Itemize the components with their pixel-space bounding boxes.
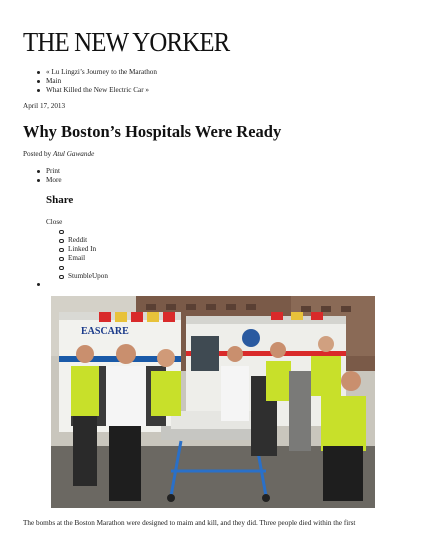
- post-navigation: [46, 68, 157, 95]
- share-option-stumbleupon[interactable]: [68, 272, 108, 281]
- post-date: April 17, 2013: [23, 102, 66, 110]
- byline: [23, 150, 94, 159]
- posted-by-label: Posted by: [23, 150, 52, 158]
- next-post-link-text[interactable]: What Killed the New Electric Car »: [46, 86, 149, 94]
- stumbleupon-link[interactable]: StumbleUpon: [68, 272, 108, 280]
- author-link[interactable]: Atul Gawande: [52, 150, 95, 158]
- share-option-linkedin[interactable]: [68, 245, 108, 254]
- article-body-first-line: The bombs at the Boston Marathon were designed to maim and kill, and they did. Three people died within the first: [23, 519, 356, 527]
- share-option-empty-label: [68, 227, 70, 235]
- main-link-text[interactable]: Main: [46, 77, 62, 85]
- article-photo: [51, 296, 375, 508]
- article-tools: [46, 167, 62, 185]
- share-options: [68, 227, 108, 281]
- email-link[interactable]: Email: [68, 254, 86, 262]
- more-link[interactable]: More: [46, 176, 62, 184]
- ambulance-label: EASCARE: [81, 326, 129, 337]
- share-close-button[interactable]: Close: [46, 218, 63, 226]
- next-post-link[interactable]: [46, 86, 157, 95]
- more-item[interactable]: [46, 176, 62, 185]
- linkedin-link[interactable]: Linked In: [68, 245, 97, 253]
- site-logo[interactable]: THE NEW YORKER: [23, 27, 230, 57]
- share-option-empty[interactable]: [68, 227, 108, 236]
- list-bullet: [37, 283, 40, 286]
- share-option-reddit[interactable]: [68, 236, 108, 245]
- main-link[interactable]: [46, 77, 157, 86]
- reddit-link[interactable]: Reddit: [68, 236, 88, 244]
- previous-post-link-text[interactable]: « Lu Lingzi’s Journey to the Marathon: [46, 68, 157, 76]
- share-option-empty-2-label: [68, 263, 70, 271]
- share-heading: Share: [46, 194, 74, 206]
- article-title: Why Boston’s Hospitals Were Ready: [23, 122, 282, 141]
- share-option-email[interactable]: [68, 254, 108, 263]
- previous-post-link[interactable]: [46, 68, 157, 77]
- print-link[interactable]: Print: [46, 167, 60, 175]
- share-option-empty-2[interactable]: [68, 263, 108, 272]
- print-item[interactable]: [46, 167, 62, 176]
- ambulance-scene-illustration: [51, 296, 375, 508]
